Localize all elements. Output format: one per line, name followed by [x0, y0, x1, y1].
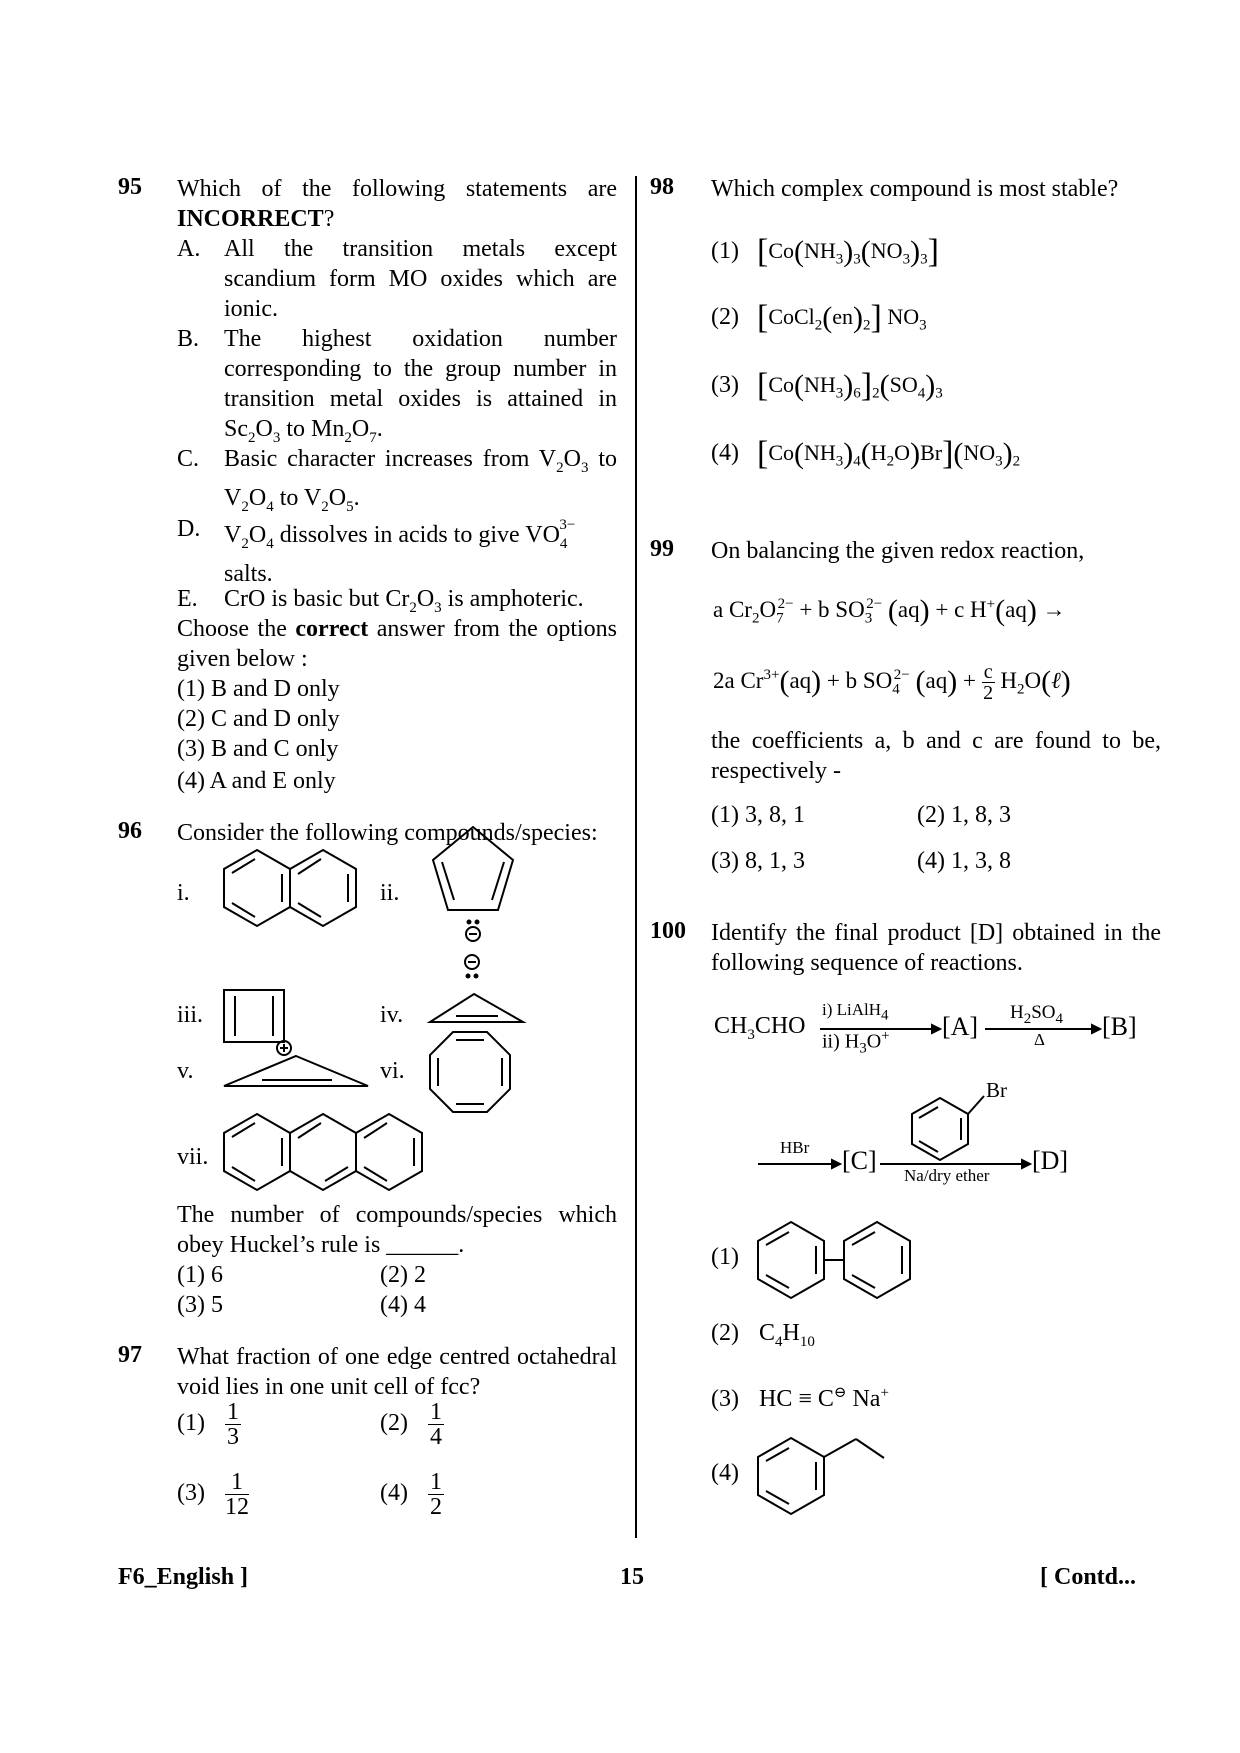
q100-intermediate-b: [B] — [1102, 1012, 1137, 1041]
q100-arrow-3 — [758, 1159, 840, 1169]
q95-number: 95 — [118, 174, 142, 200]
q97-option-4-fraction — [428, 1470, 444, 1519]
q100-option-2-c: C — [758, 1320, 775, 1346]
biphenyl-structure — [756, 1220, 916, 1300]
q95-statement-d: $V_2O_4$ dissolves in acids to give $VO_4^{3-}$ salts. — [224, 517, 576, 587]
naphthalene-structure — [222, 848, 372, 928]
q95-choose-bold: correct — [295, 616, 369, 642]
q98-option-3[interactable] — [711, 367, 943, 408]
q99-number: 99 — [650, 536, 674, 562]
q99-reaction-line-1: a $Cr_2O_7^{2-} + b$ $SO_3^{2-}$ (aq) + c H+(aq) → — [713, 594, 1066, 627]
q99-tail: the coefficients a, b and c are found to be, respectively - — [711, 728, 1161, 784]
q99-option-2[interactable]: (2) 1, 8, 3 — [917, 802, 1011, 828]
q99-option-3[interactable]: (3) 8, 1, 3 — [711, 848, 805, 874]
q100-option-3-na: Na — [852, 1386, 881, 1412]
q97-option-3-den: 12 — [224, 1494, 249, 1520]
q95-option-2[interactable]: (2) C and D only — [177, 706, 340, 732]
q97-option-4-num: 1 — [429, 1469, 442, 1495]
q100-reagent-2-top-text: H — [1010, 1002, 1024, 1023]
q95-choose — [177, 614, 617, 674]
q98-option-2-label: (2) — [711, 304, 739, 330]
q96-option-3[interactable]: (3) 5 — [177, 1292, 223, 1318]
q97-option-3-label: (3) — [177, 1480, 205, 1507]
q95-statement-a: All the transition metals except scandium form MO oxides which are ionic. — [224, 236, 617, 322]
q95-statement-d-text: dissolves in acids to give — [279, 522, 520, 548]
q100-number: 100 — [650, 918, 686, 944]
q97-option-4[interactable] — [380, 1470, 444, 1519]
q100-br-label: Br — [986, 1078, 1007, 1102]
q95-label-a: A. — [177, 236, 201, 262]
cyclopropenyl-anion-structure — [428, 992, 528, 1028]
q95-d-salts: salts. — [224, 560, 273, 587]
q98-option-2-formula: $[CoCl_2(en)_2]$ $NO_3$ — [756, 299, 927, 336]
q100-intermediate-a: [A] — [942, 1012, 979, 1041]
q95-statement-b: The highest oxidation number corresponding to the group number in transition metal oxides is attained in $Sc_2O_3$ to $Mn_2O_7$. — [224, 326, 617, 446]
q95-stem — [177, 174, 617, 234]
q99-option-1[interactable]: (1) 3, 8, 1 — [711, 802, 805, 828]
q97-option-2-den: 4 — [429, 1424, 442, 1450]
q100-reagent-1-top: i) LiAlH$_4$ — [822, 1000, 889, 1024]
q96-label-i: i. — [177, 880, 190, 906]
q95-statement-c-text: Basic character increases from — [224, 446, 530, 472]
q96-label-iii: iii. — [177, 1002, 204, 1028]
cyclopropenyl-structure — [222, 1054, 372, 1090]
q95-label-c: C. — [177, 446, 200, 472]
q95-label-d: D. — [177, 516, 201, 542]
q100-reagent-1-top-text: i) LiAlH — [822, 1000, 882, 1019]
q100-option-4-label[interactable]: (4) — [711, 1460, 739, 1486]
q95-option-3[interactable]: (3) B and C only — [177, 736, 339, 762]
q100-option-2[interactable] — [711, 1318, 815, 1357]
q97-option-1-num: 1 — [226, 1399, 239, 1425]
q95-option-4[interactable]: (4) A and E only — [177, 768, 336, 794]
q100-product-d: [D] — [1032, 1146, 1069, 1175]
bromobenzene-structure — [910, 1094, 990, 1160]
q97-option-3-fraction — [225, 1470, 249, 1519]
q100-reactant: $CH_3CHO$ — [714, 1013, 806, 1043]
q95-statement-c: Basic character increases from $V_2O_3$ to $V_2O_4$ to $V_2O_5$. — [224, 446, 618, 515]
q95-option-1[interactable]: (1) B and D only — [177, 676, 340, 702]
cyclobutadienyl-cation-structure — [222, 988, 292, 1058]
q98-option-1-label: (1) — [711, 238, 739, 264]
q97-option-2-label: (2) — [380, 1410, 408, 1437]
q97-option-1-den: 3 — [226, 1424, 239, 1450]
q100-option-3-text: HC ≡ C — [758, 1386, 834, 1412]
q97-option-1-label: (1) — [177, 1410, 205, 1437]
q95-b-to: to — [286, 416, 306, 442]
q96-label-ii: ii. — [380, 880, 400, 906]
cyclopropenyl-anion-charge — [462, 952, 482, 992]
q96-option-2[interactable]: (2) 2 — [380, 1262, 426, 1288]
q100-option-3-formula: HC ≡ C⊖ Na+ — [758, 1385, 889, 1412]
page-number: 15 — [620, 1564, 644, 1590]
q96-stem: Consider the following compounds/species: — [177, 820, 598, 846]
q98-option-1-formula: $[Co(NH_3)_3(NO_3)_3]$ — [756, 233, 939, 270]
q98-option-1[interactable] — [711, 233, 939, 274]
q100-reagent-2-top: $H_2SO_4$ — [1010, 1002, 1064, 1027]
q95-stem-end: ? — [323, 206, 335, 232]
q100-option-2-formula: $C_4H_{10}$ — [758, 1320, 815, 1350]
q100-option-3-label: (3) — [711, 1386, 739, 1412]
q95-choose-post: answer from the options given below : — [177, 616, 618, 672]
cyclooctatetraene-structure — [428, 1030, 512, 1114]
q99-reaction-line-2: 2a $Cr^{3+}(aq) + b$ $SO_4^{2-}$ (aq) + $\frac{c}{2}$ $H_2O(\ell)$ — [713, 661, 1071, 704]
q98-stem: Which complex compound is most stable? — [711, 176, 1119, 202]
q100-reagent-3: HBr — [780, 1138, 810, 1157]
q99-stem: On balancing the given redox reaction, — [711, 538, 1085, 564]
q98-option-4-formula: $[Co(NH_3)_4(H_2O)Br](NO_3)_2$ — [756, 435, 1021, 472]
q98-option-2[interactable] — [711, 299, 927, 340]
q96-option-4[interactable]: (4) 4 — [380, 1292, 426, 1318]
q97-option-3[interactable] — [177, 1470, 249, 1519]
q97-option-2-fraction — [428, 1400, 444, 1449]
q95-choose-pre: Choose the — [177, 616, 287, 642]
q97-option-2-num: 1 — [429, 1399, 442, 1425]
q98-option-3-label: (3) — [711, 372, 739, 398]
q95-c-to2: to — [279, 484, 299, 511]
q96-label-v: v. — [177, 1058, 194, 1084]
q95-statement-e: CrO is basic but $Cr_2O_3$ is amphoteric. — [224, 586, 584, 616]
anthracene-structure — [222, 1112, 422, 1194]
q97-option-4-den: 2 — [429, 1494, 442, 1520]
q100-arrow-1 — [820, 1024, 940, 1034]
q95-stem-bold: INCORRECT — [177, 206, 324, 232]
q100-reagent-2-bottom: Δ — [1034, 1030, 1045, 1049]
q96-option-1[interactable]: (1) 6 — [177, 1262, 223, 1288]
q100-stem: Identify the final product [D] obtained in the following sequence of reactions. — [711, 920, 1161, 976]
q100-option-2-label: (2) — [711, 1320, 739, 1346]
q95-c-to: to — [598, 446, 618, 472]
q99-option-4[interactable]: (4) 1, 3, 8 — [917, 848, 1011, 874]
q95-label-b: B. — [177, 326, 200, 352]
q100-reagent-1-bottom-text: ii) H — [822, 1030, 860, 1053]
q100-option-3[interactable] — [711, 1378, 889, 1414]
footer-right: [ Contd... — [1040, 1564, 1137, 1590]
q100-reagent-4: Na/dry ether — [904, 1166, 990, 1185]
q97-stem: What fraction of one edge centred octahedral void lies in one unit cell of fcc? — [177, 1344, 617, 1400]
q100-option-1-label[interactable]: (1) — [711, 1244, 739, 1270]
cyclopentadienyl-anion-structure — [428, 822, 518, 972]
q95-label-e: E. — [177, 586, 198, 612]
q96-number: 96 — [118, 818, 142, 844]
q97-option-1[interactable] — [177, 1400, 241, 1449]
q98-option-3-formula: $[Co(NH_3)_6]_2(SO_4)_3$ — [756, 367, 943, 404]
q97-option-3-num: 1 — [225, 1470, 249, 1495]
q100-intermediate-c: [C] — [842, 1146, 877, 1175]
q95-stem-text: Which of the following statements are — [177, 176, 617, 202]
q96-label-vii: vii. — [177, 1144, 209, 1170]
q96-label-iv: iv. — [380, 1002, 404, 1028]
q97-option-1-fraction — [225, 1400, 241, 1449]
column-divider — [635, 176, 637, 1538]
q100-reagent-1-bottom: ii) $H_3O^+$ — [822, 1028, 890, 1057]
ethylbenzene-structure — [756, 1436, 896, 1516]
q98-option-4-label: (4) — [711, 440, 739, 466]
q95-statement-b-text: The highest oxidation number corresponding to the group number in transition metal oxides is attained in — [224, 326, 617, 412]
q98-option-4[interactable] — [711, 435, 1021, 476]
footer-left: F6_English ] — [118, 1564, 249, 1590]
q97-number: 97 — [118, 1342, 142, 1368]
q95-e-tail: is amphoteric. — [447, 586, 584, 612]
q95-statement-e-text: CrO is basic but — [224, 586, 380, 612]
q96-question: The number of compounds/species which obey Huckel’s rule is ______. — [177, 1202, 617, 1258]
q97-option-4-label: (4) — [380, 1480, 408, 1507]
q96-label-vi: vi. — [380, 1058, 405, 1084]
q97-option-2[interactable] — [380, 1400, 444, 1449]
q98-number: 98 — [650, 174, 674, 200]
